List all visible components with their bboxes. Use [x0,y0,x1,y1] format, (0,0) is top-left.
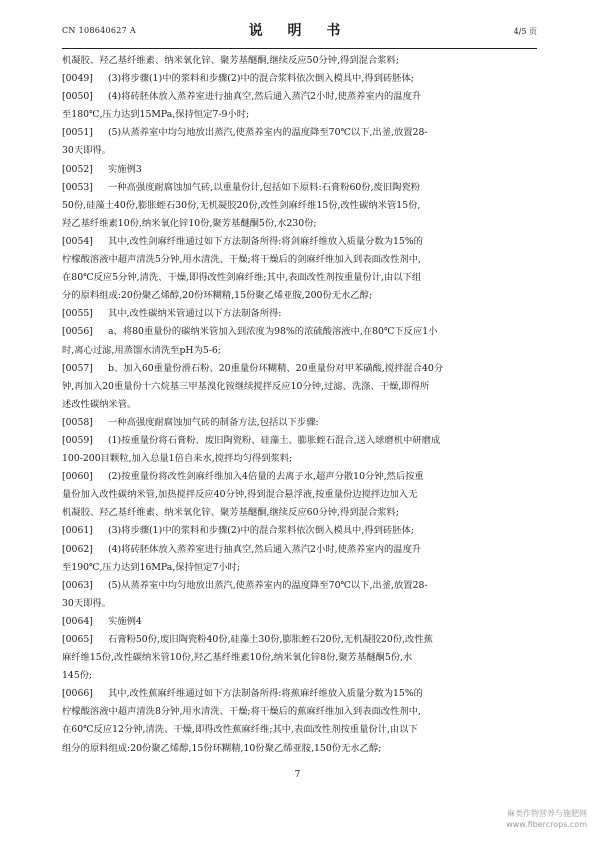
paragraph-number: [0056] [62,326,93,338]
paragraph-number: [0053] [62,181,93,193]
line-text: 在60℃反应12分钟,清洗、干燥,即得改性蕉麻纤维;其中,表面改性剂按重量份计,由以下 [62,724,418,736]
paragraph-number: [0061] [62,525,93,537]
line-text: (3)将步骤(1)中的浆料和步骤(2)中的混合浆料依次倒入模具中,得到砖胚体; [108,73,414,85]
paragraph-number: [0064] [62,615,93,627]
paragraph-number: [0052] [62,163,93,175]
paragraph-line [62,360,537,378]
continuation-line [62,251,537,269]
continuation-line [62,595,537,613]
continuation-line [62,559,537,577]
paragraph-line [62,124,537,142]
document-title: 说 明 书 [248,23,351,39]
line-text: 羟乙基纤维素10份,纳米氧化锌10份,聚芳基醚酮5份,水230份; [62,217,317,229]
watermark [506,808,587,830]
line-text: 50份,硅藻土40份,膨胀蛭石30份,无机凝胶20份,改性剑麻纤维15份,改性碳纳米管15份, [62,199,421,211]
watermark-url: www.fibercrops.com [506,820,587,829]
paragraph-line [62,233,537,251]
line-text: 其中,改性剑麻纤维通过如下方法制备所得:将剑麻纤维放入质量分数为15%的 [108,235,423,247]
line-text: 机凝胶、羟乙基纤维素、纳米氧化锌、聚芳基醚酮,继续反应60分钟,得到混合浆料; [62,507,399,519]
continuation-line [62,215,537,233]
paragraph-line [62,468,537,486]
page-header [62,20,537,42]
line-text: 机凝胶、羟乙基纤维素、纳米氧化锌、聚芳基醚酮,继续反应50分钟,得到混合浆料; [62,55,399,66]
continuation-line [62,378,537,396]
line-text: 在80℃反应5分钟,清洗、干燥,即得改性剑麻纤维;其中,表面改性剂按重量份计,由以下组 [62,272,422,284]
line-text: 实施例3 [108,163,142,175]
paragraph-line [62,631,537,649]
continuation-line [62,649,537,667]
paragraph-number: [0063] [62,579,93,591]
paragraph-number: [0059] [62,434,93,446]
line-text: 分的原料组成:20份聚乙烯醇,20份环糊精,15份聚乙烯亚胺,200份无水乙醇; [62,290,373,302]
line-text: (2)按重量份将改性剑麻纤维加入4倍量的去离子水,超声分散10分钟,然后按重 [108,471,424,483]
continuation-line [62,486,537,504]
line-text: 至180℃,压力达到15MPa,保持恒定7-9小时; [62,109,250,121]
line-text: 100-200目颗粒,加入总量1倍自来水,搅拌均匀得到浆料; [62,453,293,465]
paragraph-line [62,522,537,540]
paragraph-number: [0049] [62,73,93,85]
line-text: (1)按重量份将石膏粉、废旧陶瓷粉、硅藻土、膨胀蛭石混合,送入球磨机中研磨成 [108,434,441,446]
paragraph-line [62,613,537,631]
line-text: 一种高强度耐腐蚀加气砖,以重量份计,包括如下原料:石膏粉60份,废旧陶瓷粉 [108,181,421,193]
paragraph-number: [0051] [62,127,93,139]
paragraph-line [62,323,537,341]
continuation-line [62,740,537,758]
paragraph-number: [0058] [62,416,93,428]
line-text: 柠檬酸溶液中超声清洗5分钟,用水清洗、干燥;将干燥后的剑麻纤维加入到表面改性剂中, [62,254,421,266]
continuation-line [62,396,537,414]
paragraph-number: [0065] [62,634,93,645]
continuation-line [62,287,537,305]
paragraph-line [62,541,537,559]
line-text: 组分的原料组成:20份聚乙烯醇,15份环糊精,10份聚乙烯亚胺,150份无水乙醇; [62,742,382,754]
paragraph-line [62,70,537,88]
line-text: 钟,再加入20重量份十六烷基三甲基溴化铵继续搅拌反应10分钟,过滤、洗涤、干燥,即得所 [62,380,430,392]
page-indicator: 4/5 页 [513,27,537,36]
line-text: 145份; [62,670,93,682]
line-text: (5)从蒸养室中均匀地放出蒸汽,使蒸养室内的温度降至70℃以下,出釜,放置28- [108,579,428,591]
paragraph-line [62,88,537,106]
paragraph-line [62,685,537,703]
continuation-line [62,269,537,287]
line-text: 麻纤维15份,改性碳纳米管10份,羟乙基纤维素10份,纳米氧化锌8份,聚芳基醚酮5份,水 [62,652,413,664]
line-text: 至190℃,压力达到16MPa,保持恒定7小时; [62,561,241,573]
continuation-line [62,342,537,360]
line-text: b、加入60重量份滑石粉、20重量份环糊精、20重量份对甲苯磺酸,搅拌混合40分 [108,362,444,374]
paragraph-line [62,305,537,323]
paragraph-line [62,414,537,432]
paragraph-number: [0050] [62,91,93,103]
line-text: 30天即得。 [62,597,112,609]
paragraph-line [62,577,537,595]
paragraph-number: [0057] [62,362,93,374]
line-text: 述改性碳纳米管。 [62,398,137,410]
watermark-site-name: 麻类作物营养与施肥网 [507,809,587,818]
line-text: (4)将砖胚体放入蒸养室进行抽真空,然后通入蒸汽2小时,使蒸养室内的温度升 [108,91,422,103]
continuation-line [62,703,537,721]
line-text: 实施例4 [108,615,142,627]
line-text: 一种高强度耐腐蚀加气砖的制备方法,包括以下步骤: [108,416,319,428]
line-text: 石膏粉50份,废旧陶瓷粉40份,硅藻土30份,膨胀蛭石20份,无机凝胶20份,改性蕉 [108,634,433,645]
paragraph-line [62,161,537,179]
paragraph-line [62,432,537,450]
line-text: 柠檬酸溶液中超声清洗8分钟,用水清洗、干燥;将干燥后的蕉麻纤维加入到表面改性剂中, [62,706,421,718]
paragraph-number: [0062] [62,543,93,555]
document-body [62,52,537,758]
continuation-line [62,106,537,124]
line-text: 30天即得。 [62,145,112,157]
continuation-line [62,504,537,522]
paragraph-line [62,179,537,197]
continuation-line [62,52,537,70]
page-number: 7 [294,770,301,780]
paragraph-number: [0054] [62,235,93,247]
continuation-line [62,197,537,215]
line-text: 其中,改性蕉麻纤维通过如下方法制备所得:将蕉麻纤维放入质量分数为15%的 [108,688,423,700]
line-text: 时,离心过滤,用蒸馏水清洗至pH为5-6; [62,344,221,356]
paragraph-number: [0066] [62,688,93,700]
continuation-line [62,667,537,685]
header-divider [62,48,537,49]
patent-number: CN 108640627 A [62,26,136,35]
continuation-line [62,721,537,739]
line-text: (5)从蒸养室中均匀地放出蒸汽,使蒸养室内的温度降至70℃以下,出釜,放置28- [108,127,428,139]
line-text: a、将80重量份的碳纳米管加入到浓度为98%的浓硫酸溶液中,在80℃下反应1小 [108,326,438,338]
paragraph-number: [0060] [62,471,93,483]
line-text: 其中,改性碳纳米管通过以下方法制备所得: [108,308,282,320]
line-text: (4)将砖胚体放入蒸养室进行抽真空,然后通入蒸汽2小时,使蒸养室内的温度升 [108,543,422,555]
paragraph-number: [0055] [62,308,93,320]
line-text: 量份加入改性碳纳米管,加热搅拌反应40分钟,得到混合悬浮液,按重量份边搅拌边加入无 [62,489,418,501]
continuation-line [62,450,537,468]
continuation-line [62,142,537,160]
line-text: (3)将步骤(1)中的浆料和步骤(2)中的混合浆料依次倒入模具中,得到砖胚体; [108,525,414,537]
